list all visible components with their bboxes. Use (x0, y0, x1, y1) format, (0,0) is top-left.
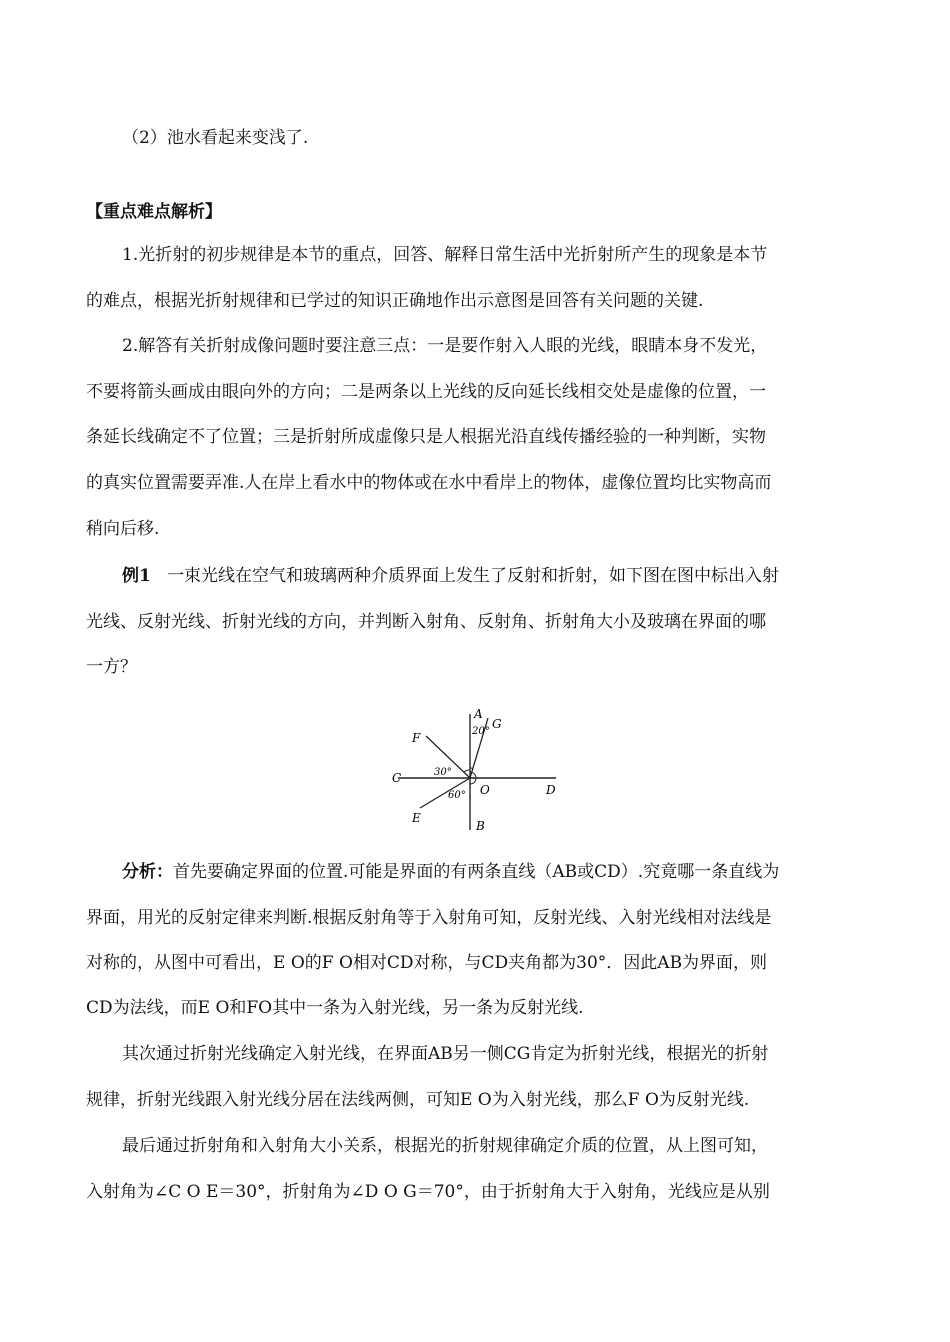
item-2-text: （2）池水看起来变浅了. (122, 128, 309, 148)
section-heading: 【重点难点解析】 (86, 202, 222, 222)
analysis-line: 界面，用光的反射定律来判断.根据反射角等于入射角可知，反射光线、入射光线相对法线是 (86, 908, 772, 928)
example-line: 光线、反射光线、折射光线的方向，并判断入射角、反射角、折射角大小及玻璃在界面的哪 (86, 612, 766, 632)
paragraph-line: 的真实位置需要弄准.人在岸上看水中的物体或在水中看岸上的物体，虚像位置均比实物高而 (86, 473, 772, 493)
example-label: 例1 (122, 566, 151, 586)
label-angle-30: 30° (434, 767, 452, 778)
label-c: C (392, 771, 402, 785)
paragraph-line: 稍向后移. (86, 519, 160, 539)
label-angle-20: 20° (472, 726, 490, 737)
refraction-diagram-svg (386, 706, 566, 832)
paragraph-line: 不要将箭头画成由眼向外的方向；二是两条以上光线的反向延长线相交处是虚像的位置，一 (86, 382, 766, 402)
analysis-line: 其次通过折射光线确定入射光线，在界面AB另一侧CG肯定为折射光线，根据光的折射 (122, 1044, 769, 1064)
analysis-line: 最后通过折射角和入射角大小关系，根据光的折射规律确定介质的位置，从上图可知， (122, 1136, 768, 1156)
label-f: F (412, 731, 421, 745)
analysis-line: CD为法线，而E O和FO其中一条为入射光线，另一条为反射光线. (86, 998, 584, 1018)
example-text: 一束光线在空气和玻璃两种介质界面上发生了反射和折射，如下图在图中标出入射 (167, 566, 780, 586)
paragraph-line: 1.光折射的初步规律是本节的重点，回答、解释日常生活中光折射所产生的现象是本节 (122, 245, 768, 265)
label-o: O (480, 783, 490, 797)
label-e: E (412, 811, 421, 825)
paragraph-line: 2.解答有关折射成像问题时要注意三点：一是要作射入人眼的光线，眼睛本身不发光， (122, 336, 768, 356)
angle-arc-top (470, 768, 473, 769)
analysis-line: 对称的，从图中可看出，E O的F O相对CD对称，与CD夹角都为30°．因此AB为界面，则 (86, 953, 768, 973)
label-d: D (546, 783, 556, 797)
paragraph-line: 条延长线确定不了位置；三是折射所成虚像只是人根据光沿直线传播经验的一种判断，实物 (86, 427, 766, 447)
paragraph-line: 的难点，根据光折射规律和已学过的知识正确地作出示意图是回答有关问题的关键. (86, 291, 704, 311)
analysis-line: 规律，折射光线跟入射光线分居在法线两侧，可知E O为入射光线，那么F O为反射光线. (86, 1090, 750, 1110)
label-a: A (474, 707, 483, 721)
angle-arc-left (464, 770, 470, 772)
example-first-line (122, 563, 902, 589)
label-b: B (476, 819, 485, 832)
example-line: 一方？ (86, 657, 137, 677)
analysis-first-line (122, 859, 902, 885)
label-g: G (492, 717, 502, 731)
analysis-text: 首先要确定界面的位置.可能是界面的有两条直线（AB或CD）.究竟哪一条直线为 (173, 862, 780, 882)
refraction-diagram (386, 706, 566, 832)
analysis-line: 入射角为∠C O E＝30°，折射角为∠D O G＝70°，由于折射角大于入射角，光线应是从别 (86, 1182, 770, 1202)
label-angle-60: 60° (448, 790, 466, 801)
analysis-label: 分析： (122, 862, 173, 882)
